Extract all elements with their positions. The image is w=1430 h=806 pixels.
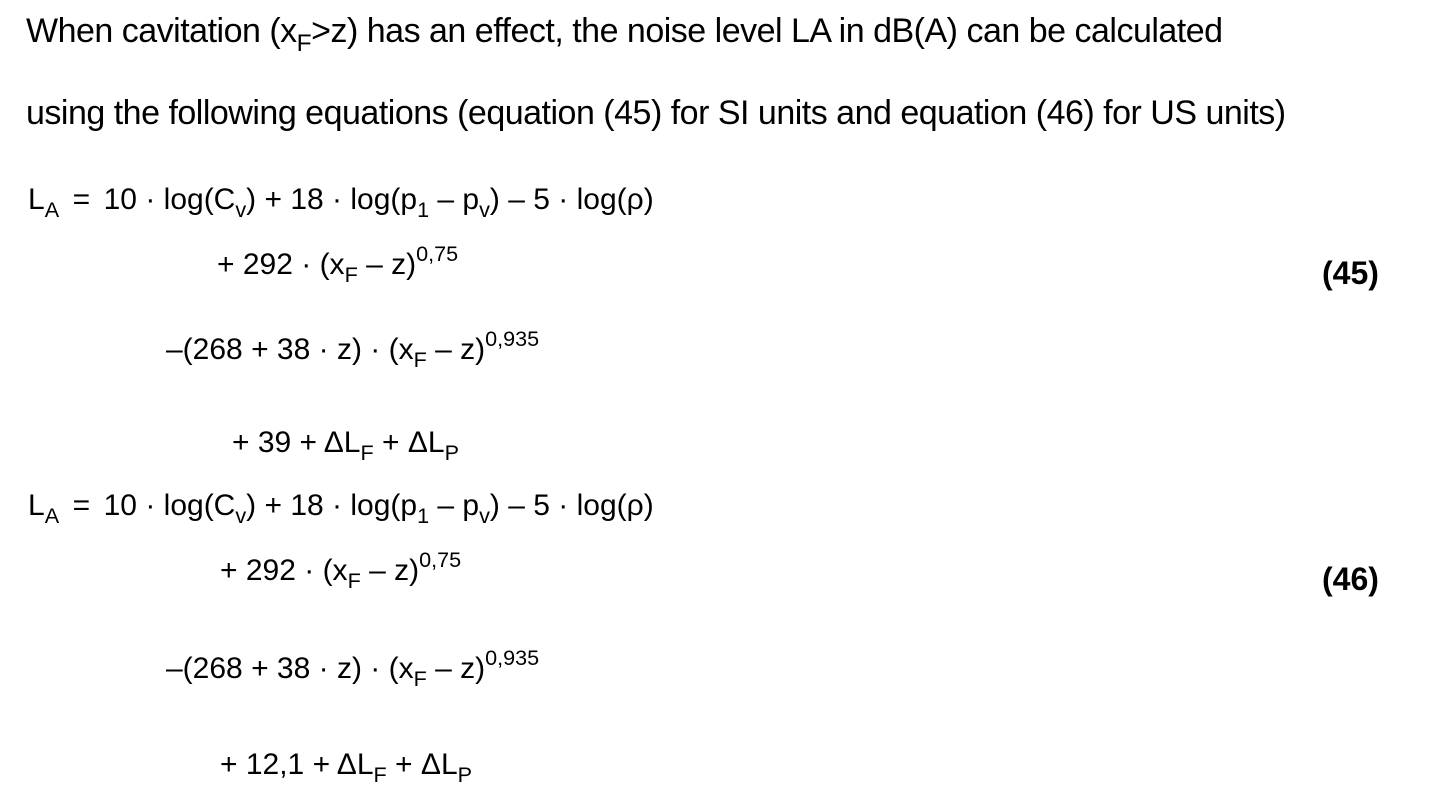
eq45-term-1-subscript: v xyxy=(235,196,247,222)
intro-line-2: using the following equations (equation (45) for SI units and equation (46) for US units) xyxy=(26,94,1286,132)
eq46-line-3 xyxy=(166,645,540,691)
eq45-lhs: L xyxy=(28,183,45,216)
eq46-lhs-subscript: A xyxy=(44,502,60,528)
eq46-term-4: ) – 5 · log(ρ) xyxy=(489,489,654,522)
eq45-number: (45) xyxy=(1322,255,1379,291)
eq46-term-2-subscript: 1 xyxy=(417,502,430,528)
eq45-term-4: ) – 5 · log(ρ) xyxy=(489,183,654,216)
intro-line-1 xyxy=(26,12,1223,57)
eq45-line-1 xyxy=(28,183,654,222)
eq46-number: (46) xyxy=(1322,561,1379,597)
eq46-line-2-term-2: – z) xyxy=(360,554,420,587)
intro-line-1-subscript: F xyxy=(296,29,312,57)
eq45-line-3-subscript: F xyxy=(413,346,427,372)
eq46-lhs: L xyxy=(28,489,45,522)
eq45-line-2-subscript: F xyxy=(344,261,358,287)
eq45-line-3-term-1: –(268 + 38 · z) · (x xyxy=(166,333,414,366)
eq46-line-3-term-2: – z) xyxy=(426,652,486,685)
eq46-term-2: ) + 18 · log(p xyxy=(246,489,418,522)
eq45-line-4-subscript-1: F xyxy=(360,439,374,465)
eq46-term-3-subscript: v xyxy=(479,502,490,528)
eq45-equals: = xyxy=(72,183,91,216)
eq46-term-1-subscript: v xyxy=(235,502,247,528)
eq46-line-4-subscript-2: P xyxy=(457,761,473,787)
eq45-line-4-subscript-2: P xyxy=(444,439,460,465)
eq46-term-1: 10 · log(C xyxy=(103,489,236,522)
intro-line-1-end: >z) has an effect, the noise level LA in dB(A) can be calculated xyxy=(311,12,1223,50)
eq46-line-4 xyxy=(220,748,473,787)
eq45-line-2-term-2: – z) xyxy=(357,248,417,281)
eq46-term-3: – p xyxy=(429,489,480,522)
eq46-line-2-subscript: F xyxy=(347,567,361,593)
eq45-line-3-term-2: – z) xyxy=(426,333,486,366)
eq46-line-1 xyxy=(28,489,654,528)
eq45-line-2 xyxy=(217,241,459,287)
eq45-line-2-term-1: + 292 · (x xyxy=(217,248,345,281)
eq45-line-4-term-1: + 39 + ΔL xyxy=(232,426,361,459)
eq45-term-2-subscript: 1 xyxy=(417,196,430,222)
eq45-line-3-exponent: 0,935 xyxy=(485,326,540,352)
eq46-line-4-term-2: + ΔL xyxy=(386,748,458,781)
eq46-equals: = xyxy=(72,489,91,522)
eq46-line-2 xyxy=(220,547,462,593)
eq45-term-3-subscript: v xyxy=(479,196,490,222)
eq45-line-4-term-2: + ΔL xyxy=(373,426,445,459)
eq45-term-2: ) + 18 · log(p xyxy=(246,183,418,216)
eq46-line-2-exponent: 0,75 xyxy=(419,547,462,573)
intro-line-1-start: When cavitation (x xyxy=(26,12,297,50)
eq45-line-2-exponent: 0,75 xyxy=(416,241,459,267)
eq46-line-3-exponent: 0,935 xyxy=(485,645,540,671)
eq45-line-3 xyxy=(166,326,540,372)
eq46-line-3-subscript: F xyxy=(413,665,427,691)
eq45-term-3: – p xyxy=(429,183,480,216)
eq46-line-2-term-1: + 292 · (x xyxy=(220,554,348,587)
eq45-lhs-subscript: A xyxy=(44,196,60,222)
eq46-line-4-term-1: + 12,1 + ΔL xyxy=(220,748,374,781)
eq45-line-4 xyxy=(232,426,460,465)
eq45-term-1: 10 · log(C xyxy=(103,183,236,216)
eq46-line-4-subscript-1: F xyxy=(373,761,387,787)
eq46-line-3-term-1: –(268 + 38 · z) · (x xyxy=(166,652,414,685)
